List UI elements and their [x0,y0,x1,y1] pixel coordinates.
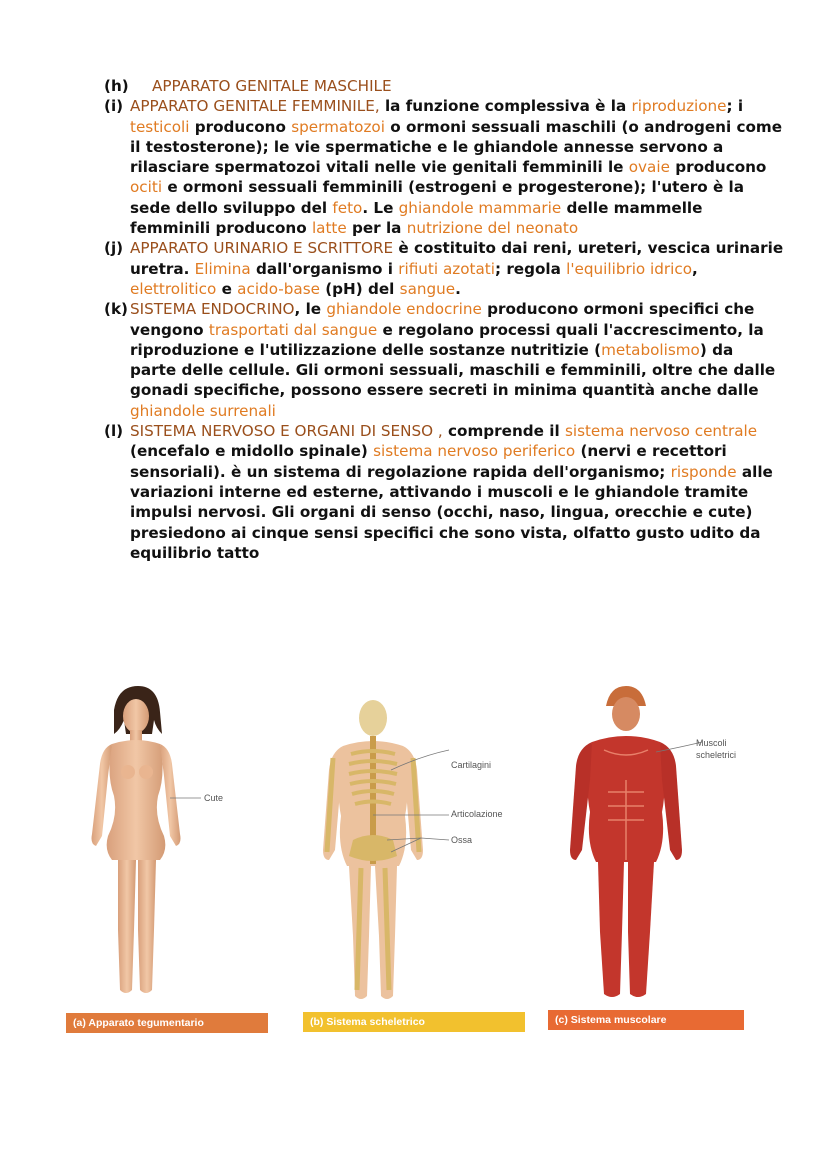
caption-b: (b) Sistema scheletrico [303,1012,525,1032]
text-run: (nervi e recettori sensoriali). è un sistema di regolazione rapida dell'organismo; [130,442,727,481]
label-scheletrici: scheletrici [696,750,737,760]
highlight-term: risponde [670,462,737,481]
figure-integumentary [66,680,271,1035]
skeleton-figure-illustration [303,680,528,1010]
muscle-figure-illustration [548,680,768,1010]
figure-muscular [548,680,768,1035]
highlight-term: sangue [399,279,456,298]
female-figure-illustration [66,680,271,1010]
highlight-term: ovaie [628,158,670,177]
text-run: ; i [726,97,744,116]
item-header: APPARATO URINARIO E SCRITTORE [130,239,394,258]
text-run: dall'organismo i [250,259,399,278]
highlight-term: l'equilibrio idrico [566,259,693,278]
highlight-term: Elimina [194,259,251,278]
text-run: per la [346,219,407,238]
item-i [104,96,784,238]
highlight-term: sistema nervoso centrale [564,422,758,441]
text-run: delle mammelle femminili producono [130,198,703,238]
highlight-term: riproduzione [631,97,727,116]
text-run: (encefalo e midollo spinale) [130,442,374,461]
text-body [104,76,784,563]
item-l [104,421,784,563]
text-run: o ormoni sessuali maschili (o androgeni come il testosterone); le vie spermatiche e le ghiandole annesse servono a rilasciare spermatozoi vitali nelle vie genitali femminili le [130,117,783,177]
highlight-term: ghiandole surrenali [130,401,276,420]
text-run: producono ormoni specifici che vengono [130,300,755,339]
text-run: , le [294,300,327,319]
item-header: SISTEMA NERVOSO E ORGANI DI SENSO , [130,422,443,441]
highlight-term: ghiandole endocrine [326,300,482,319]
label-muscoli: Muscoli [696,738,727,748]
item-marker: (i) [104,97,124,116]
figure-skeletal [303,680,528,1035]
label-cute: Cute [204,793,224,803]
highlight-term: acido-base [237,279,320,298]
text-run: (pH) del [319,279,400,298]
caption-c: (c) Sistema muscolare [548,1010,744,1030]
highlight-term: feto [332,198,363,217]
item-header: APPARATO GENITALE FEMMINILE, [130,97,380,116]
item-marker: (j) [104,239,124,258]
item-header: SISTEMA ENDOCRINO [130,300,295,319]
highlight-term: metabolismo [601,340,700,359]
text-run: , [692,259,698,278]
text-run: ; regola [494,259,567,278]
text-run: ) da parte delle cellule. Gli ormoni sessuali, maschili e femminili, oltre che dalle gonadi specifiche, possono essere secreti in minima quantità anche dalle [130,340,776,400]
figures-panel [0,680,828,1050]
label-cartilagini: Cartilagini [451,760,492,770]
text-run: e ormoni sessuali femminili (estrogeni e progesterone); l'utero è la sede dello sviluppo del [130,178,744,217]
highlight-term: ociti [130,178,163,197]
text-run: alle variazioni interne ed esterne, attivando i muscoli e le ghiandole tramite impulsi nervosi. Gli organi di senso (occhi, naso, lingua, orecchie e cute) presiedono ai cinque sensi specifici che sono vista, olfatto gusto udito da equilibrio tatto [130,462,773,562]
text-run: e [216,279,238,298]
text-run: comprende il [442,422,565,441]
text-run: producono [189,117,292,136]
text-run: e regolano processi quali l'accrescimento, la riproduzione e l'utilizzazione delle sostanze nutritizie ( [130,320,764,359]
highlight-term: spermatozoi [291,117,385,136]
highlight-term: trasportati dal sangue [208,320,378,339]
highlight-term: elettrolitico [130,279,217,298]
item-marker: (h) [104,77,129,95]
item-header: APPARATO GENITALE MASCHILE [152,77,392,95]
item-k [104,299,784,421]
text-run: è costituito dai reni, ureteri, vescica urinarie uretra. [130,239,784,278]
highlight-term: rifiuti azotati [398,259,495,278]
highlight-term: latte [311,219,347,238]
item-marker: (l) [104,422,124,441]
label-articolazione: Articolazione [451,809,503,819]
highlight-term: ghiandole mammarie [398,198,562,217]
item-j [104,238,784,299]
item-h [104,76,784,96]
highlight-term: testicoli [130,117,190,136]
text-run: la funzione complessiva è la [379,97,632,116]
highlight-term: sistema nervoso periferico [373,442,576,461]
text-run: . Le [362,198,399,217]
item-marker: (k) [104,300,128,319]
label-ossa: Ossa [451,835,473,845]
text-run: producono [669,158,767,177]
text-run: . [455,279,461,298]
highlight-term: nutrizione del neonato [406,219,579,238]
caption-a: (a) Apparato tegumentario [66,1013,268,1033]
